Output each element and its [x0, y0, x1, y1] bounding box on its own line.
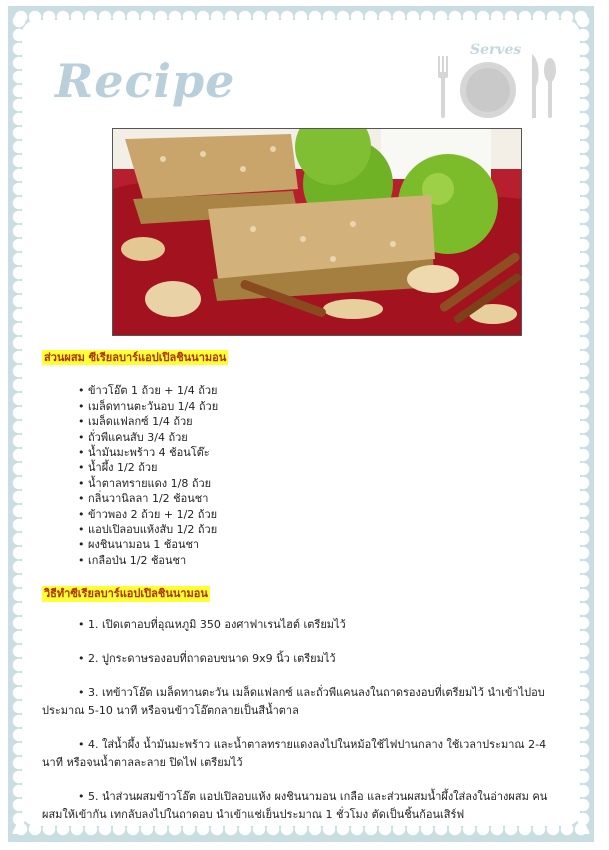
granola-bar-photo [112, 128, 522, 336]
method-step: • 3. เทข้าวโอ๊ต เมล็ดทานตะวัน เมล็ดแฟลกซ์ และถั่วพีแคนลงในถาดรองอบที่เตรียมไว้ นำเข้าไปอบประมาณ 5-10 นาที หรือจนข้าวโอ๊ตกลายเป็นสีน้ำตาล [42, 685, 545, 717]
ingredient-item: • ถั่วพีแคนสับ 3/4 ถ้วย [78, 430, 562, 445]
ingredient-item: • ข้าวพอง 2 ถ้วย + 1/2 ถ้วย [78, 507, 562, 522]
method-steps [42, 616, 562, 824]
method-step: • 2. ปูกระดาษรองอบที่ถาดอบขนาด 9x9 นิ้ว เตรียมไว้ [78, 651, 336, 665]
ingredient-item: • กลิ่นวานิลลา 1/2 ช้อนชา [78, 491, 562, 506]
ingredient-item: • น้ำมันมะพร้าว 4 ช้อนโต๊ะ [78, 445, 562, 460]
ingredient-item: • เกลือป่น 1/2 ช้อนชา [78, 553, 562, 568]
food-image [113, 129, 521, 335]
ingredient-item: • เมล็ดทานตะวันอบ 1/4 ถ้วย [78, 399, 562, 414]
method-step: • 1. เปิดเตาอบที่อุณหภูมิ 350 องศาฟาเรนไฮต์ เตรียมไว้ [78, 617, 346, 631]
ingredient-item: • น้ำตาลทรายแดง 1/8 ถ้วย [78, 476, 562, 491]
ingredient-item: • แอปเปิลอบแห้งสับ 1/2 ถ้วย [78, 522, 562, 537]
recipe-title: Recipe [55, 54, 236, 108]
method-step: • 4. ใส่น้ำผึ้ง น้ำมันมะพร้าว และน้ำตาลทรายแดงลงไปในหม้อใช้ไฟปานกลาง ใช้เวลาประมาณ 2-4 นาที หรือจนน้ำตาลละลาย ปิดไฟ เตรียมไว้ [42, 737, 547, 769]
recipe-content [42, 350, 562, 840]
serves-label: Serves [470, 42, 522, 58]
ingredient-list [42, 383, 562, 568]
method-heading: วิธีทำซีเรียลบาร์แอปเปิลชินนามอน [44, 587, 208, 601]
ingredients-heading: ส่วนผสม ซีเรียลบาร์แอปเปิลชินนามอน [44, 351, 227, 364]
ingredient-item: • ข้าวโอ๊ต 1 ถ้วย + 1/4 ถ้วย [78, 383, 562, 398]
ingredient-item: • ผงชินนามอน 1 ช้อนชา [78, 537, 562, 552]
place-setting-icon [432, 50, 562, 122]
ingredient-item: • น้ำผึ้ง 1/2 ถ้วย [78, 460, 562, 475]
ingredient-item: • เมล็ดแฟลกซ์ 1/4 ถ้วย [78, 414, 562, 429]
method-step: • 5. นำส่วนผสมข้าวโอ๊ต แอปเปิลอบแห้ง ผงชินนามอน เกลือ และส่วนผสมน้ำผึ้งใส่ลงในอ่างผสม คนผสมให้เข้ากัน เทกลับลงไปในถาดอบ นำเข้าแช่เย็นประมาณ 1 ชั่วโมง ตัดเป็นชิ้นก้อนเสิร์ฟ [42, 789, 548, 821]
